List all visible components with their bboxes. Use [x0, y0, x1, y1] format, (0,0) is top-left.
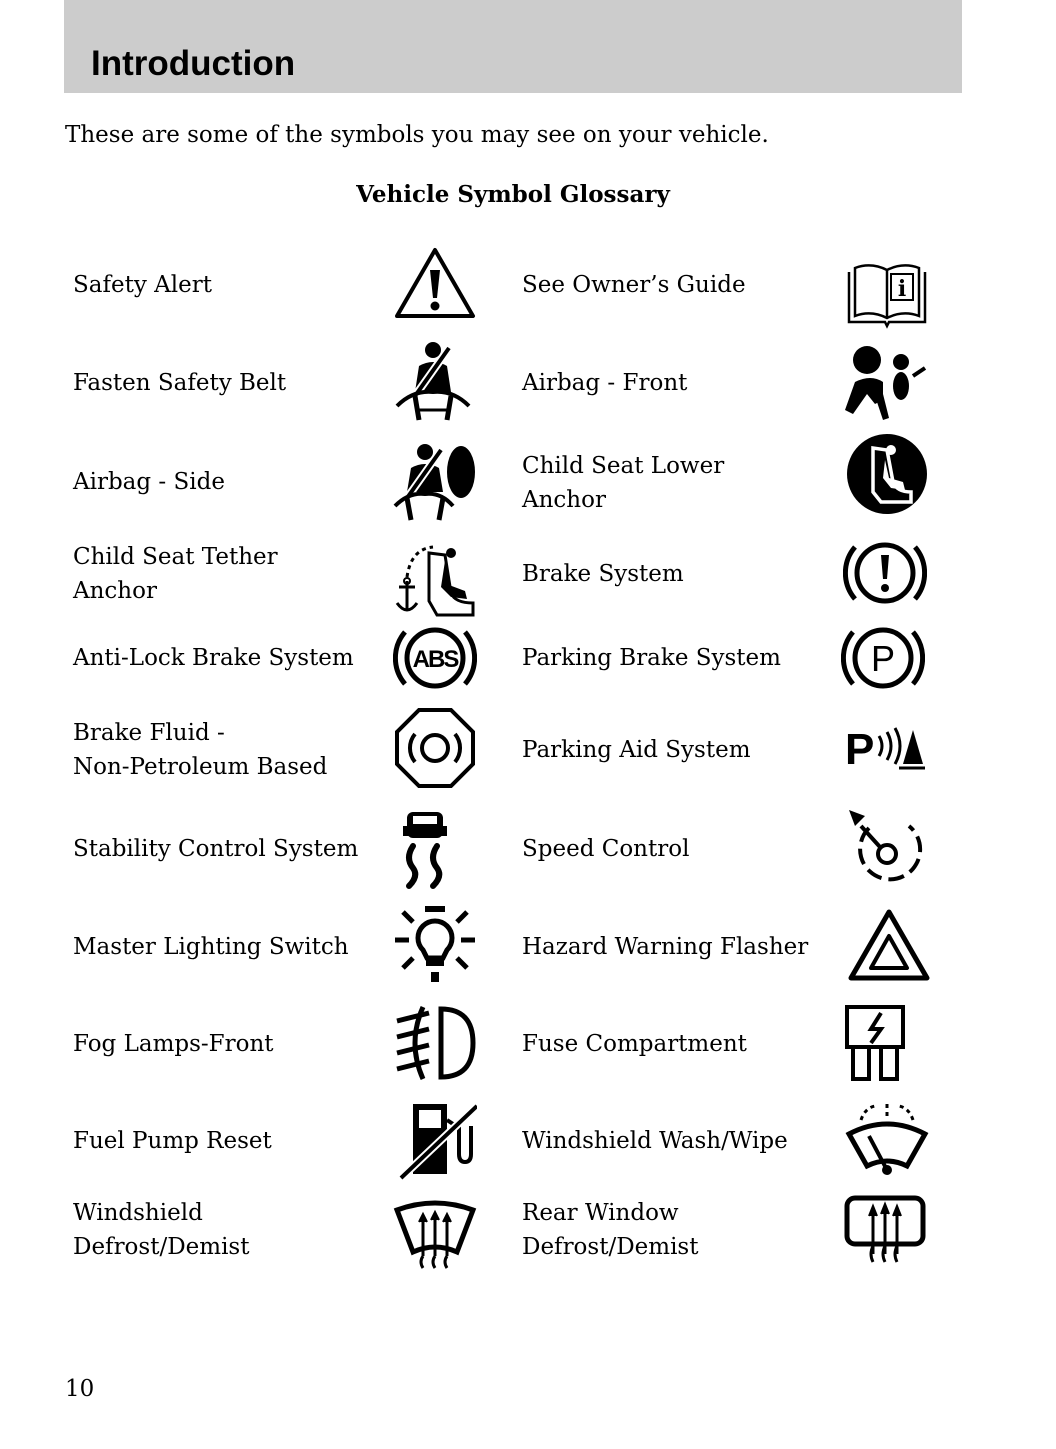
safety-alert-icon: [393, 244, 477, 328]
fog-lamps-front-icon: [393, 1001, 477, 1085]
fuel-pump-reset-icon: [393, 1098, 477, 1182]
label-fuel-pump-reset: Fuel Pump Reset: [73, 1128, 272, 1154]
label-parking-aid: Parking Aid System: [522, 737, 751, 763]
child-seat-tether-anchor-icon: [393, 541, 477, 625]
label-fog-lamps-front: Fog Lamps-Front: [73, 1031, 274, 1057]
brake-system-icon: [843, 531, 927, 615]
label-child-seat-lower-anchor: [522, 449, 724, 517]
brake-fluid-icon: [393, 706, 477, 790]
label-line: Child Seat Tether: [73, 544, 278, 570]
owners-guide-icon-text: i: [897, 276, 907, 302]
label-windshield-wash-wipe: Windshield Wash/Wipe: [522, 1128, 788, 1154]
parking-brake-icon: [841, 616, 925, 700]
label-speed-control: Speed Control: [522, 836, 690, 862]
parking-brake-icon-text: P: [870, 638, 896, 679]
label-line: Brake Fluid -: [73, 720, 225, 746]
label-rear-window-defrost: [522, 1196, 698, 1264]
label-parking-brake: Parking Brake System: [522, 645, 781, 671]
label-airbag-side: Airbag - Side: [73, 469, 225, 495]
label-windshield-defrost: [73, 1196, 249, 1264]
section-title: Introduction: [91, 44, 296, 83]
label-fuse-compartment: Fuse Compartment: [522, 1031, 747, 1057]
hazard-warning-icon: [847, 906, 931, 990]
fasten-safety-belt-icon: [393, 340, 477, 424]
intro-text: These are some of the symbols you may see on your vehicle.: [65, 122, 769, 148]
label-line: Anchor: [522, 487, 606, 513]
parking-aid-icon-text: P: [845, 725, 875, 774]
child-seat-lower-anchor-icon: [845, 432, 929, 516]
label-owners-guide: See Owner’s Guide: [522, 272, 746, 298]
label-airbag-front: Airbag - Front: [522, 370, 688, 396]
label-line: Rear Window: [522, 1200, 679, 1226]
label-line: Non-Petroleum Based: [73, 754, 328, 780]
label-line: Child Seat Lower: [522, 453, 725, 479]
windshield-defrost-icon: [393, 1194, 477, 1278]
label-abs: Anti-Lock Brake System: [73, 645, 354, 671]
page-number: 10: [65, 1376, 95, 1402]
label-line: Anchor: [73, 578, 157, 604]
label-child-seat-tether-anchor: [73, 540, 278, 608]
fuse-compartment-icon: [835, 1001, 919, 1085]
glossary-title: Vehicle Symbol Glossary: [356, 181, 670, 208]
airbag-front-icon: [843, 342, 927, 426]
owners-guide-icon: [845, 258, 929, 342]
label-brake-system: Brake System: [522, 561, 684, 587]
label-fasten-safety-belt: Fasten Safety Belt: [73, 370, 287, 396]
section-header: [64, 0, 962, 93]
label-hazard-warning: Hazard Warning Flasher: [522, 934, 809, 960]
rear-window-defrost-icon: [843, 1188, 927, 1272]
windshield-wash-wipe-icon: [845, 1098, 929, 1182]
label-master-lighting-switch: Master Lighting Switch: [73, 934, 349, 960]
label-line: Defrost/Demist: [73, 1234, 250, 1260]
speed-control-icon: [845, 806, 929, 890]
abs-icon-text: ABS: [412, 646, 458, 673]
parking-aid-icon: [843, 708, 927, 792]
label-line: Windshield: [73, 1200, 203, 1226]
airbag-side-icon: [393, 440, 477, 524]
label-line: Defrost/Demist: [522, 1234, 699, 1260]
label-safety-alert: Safety Alert: [73, 272, 212, 298]
stability-control-icon: [383, 806, 467, 890]
master-lighting-switch-icon: [393, 902, 477, 986]
label-brake-fluid: [73, 716, 327, 784]
abs-icon: [393, 616, 477, 700]
label-stability-control: Stability Control System: [73, 836, 359, 862]
